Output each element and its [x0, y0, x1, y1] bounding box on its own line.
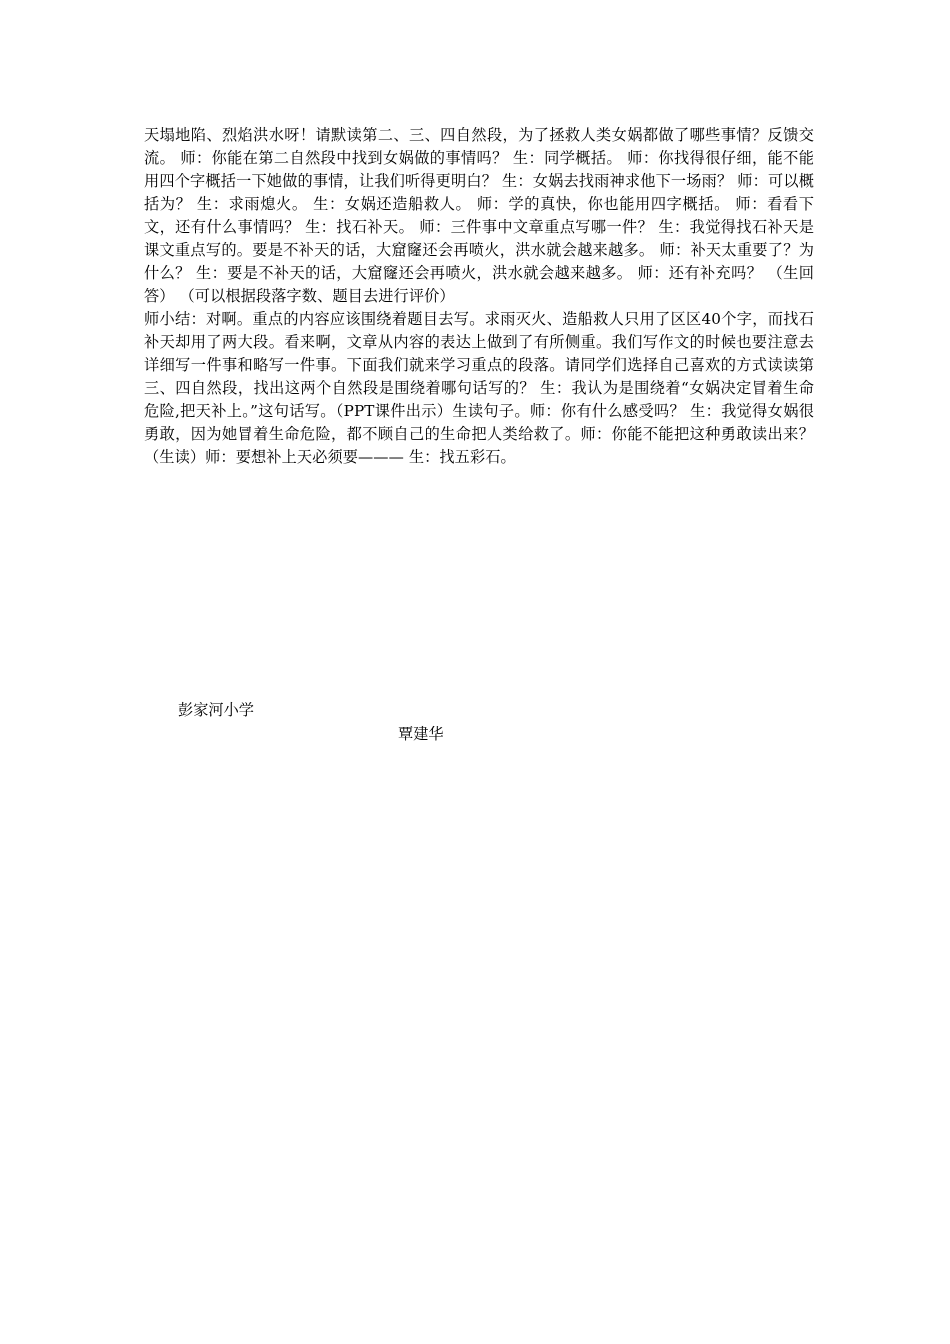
author-name: 覃建华 — [398, 725, 444, 743]
paragraph-teacher-summary: 师小结：对啊。重点的内容应该围绕着题目去写。求雨灭火、造船救人只用了区区40个字，而找石补天却用了两大段。看来啊，文章从内容的表达上做到了有所侧重。我们写作文的时候也要注意去详细写一件事和略写一件事。下面我们就来学习重点的段落。请同学们选择自己喜欢的方式读读第三、四自然段，找出这两个自然段是围绕着哪句话写的？ 生：我认为是围绕着“女娲决定冒着生命危险,把天补上。”这句话写。（PPT课件出示）生读句子。师：你有什么感受吗？ 生：我觉得女娲很勇敢，因为她冒着生命危险，都不顾自己的生命把人类给救了。师：你能不能把这种勇敢读出来？（生读）师：要想补上天必须要——— 生：找五彩石。 — [144, 310, 814, 466]
document-body — [144, 124, 814, 469]
paragraph-dialogue: 天塌地陷、烈焰洪水呀！请默读第二、三、四自然段，为了拯救人类女娲都做了哪些事情？反馈交流。 师：你能在第二自然段中找到女娲做的事情吗？ 生：同学概括。 师：你找得很仔细，能不能用四个字概括一下她做的事情，让我们听得更明白？ 生：女娲去找雨神求他下一场雨？ 师：可以概括为？ 生：求雨熄火。 生：女娲还造船救人。 师：学的真快，你也能用四字概括。 师：看看下文，还有什么事情吗？ 生：找石补天。 师：三件事中文章重点写哪一件？ 生：我觉得找石补天是课文重点写的。要是不补天的话，大窟窿还会再喷火，洪水就会越来越多。 师：补天太重要了？为什么？ 生：要是不补天的话，大窟窿还会再喷火，洪水就会越来越多。 师：还有补充吗？ （生回答） （可以根据段落字数、题目去进行评价） — [144, 126, 814, 305]
school-name: 彭家河小学 — [178, 701, 254, 719]
